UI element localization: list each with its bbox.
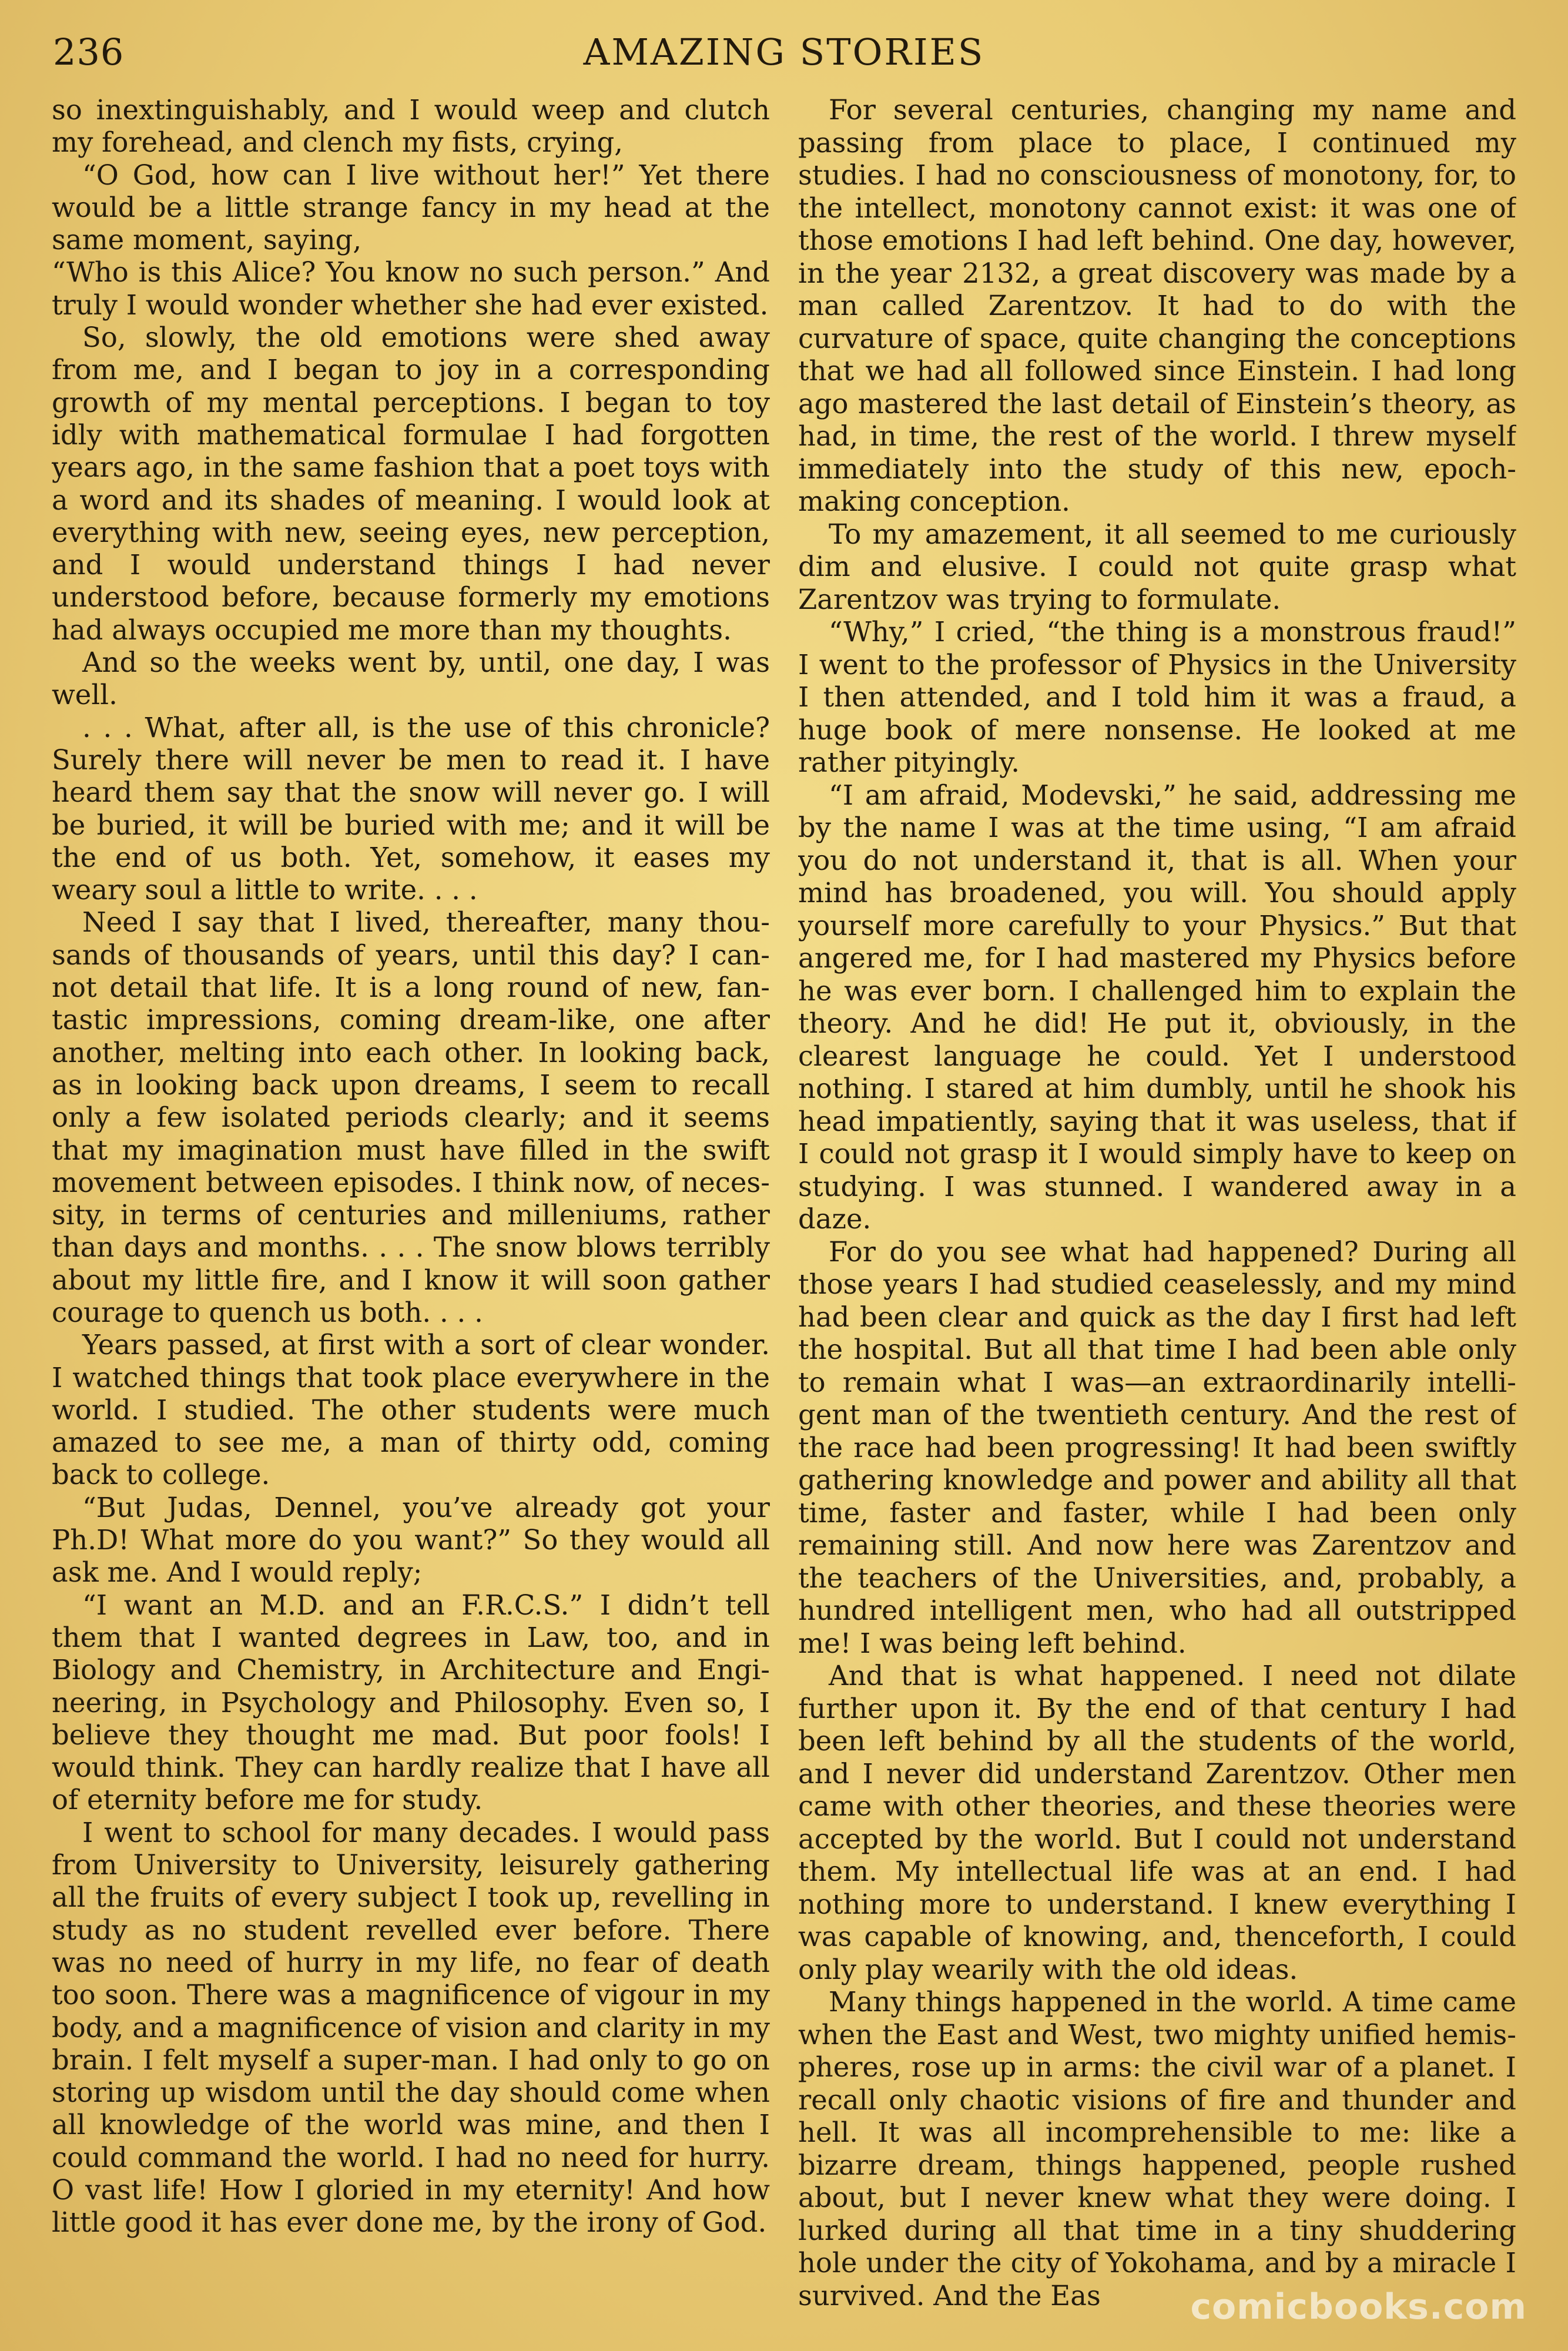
paragraph: Years passed, at first with a sort of clear wonder. I watched things that took place everywhere in the world. I studied. The other students were much amazed to see me, a man of thirty odd, coming back to college. [52,1329,770,1491]
paragraph: “But Judas, Dennel, you’ve already got your Ph.D! What more do you want?” So they would all ask me. And I would reply; [52,1491,770,1589]
paragraph: “O God, how can I live without her!” Yet there would be a little strange fancy in my head at the same moment, saying, [52,159,770,256]
paragraph: Need I say that I lived, thereafter, many thousands of thousands of years, until this day? I cannot detail that life. It is a long round of new, fantastic impressions, coming dream-like, one after another, melting into each other. In looking back, as in looking back upon dreams, I seem to recall only a few isolated periods clearly; and it seems that my imagination must have filled in the swift movement between episodes. I think now, of necessity, in terms of centuries and milleniums, rather than days and months. . . . The snow blows terribly about my little fire, and I know it will soon gather courage to quench us both. . . . [52,906,770,1328]
paragraph: “I want an M.D. and an F.R.C.S.” I didn’t tell them that I wanted degrees in Law, too, and in Biology and Chemistry, in Architecture and Engineering, in Psychology and Philosophy. Even so, I believe they thought me mad. But poor fools! I would think. They can hardly realize that I have all of eternity before me for study. [52,1589,770,1816]
text-columns [52,94,1516,2320]
paragraph: Many things happened in the world. A time came when the East and West, two mighty unified hemispheres, rose up in arms: the civil war of a planet. I recall only chaotic visions of fire and thunder and hell. It was all incomprehensible to me: like a bizarre dream, things happened, people rushed about, but I never knew what they were doing. I lurked during all that time in a tiny shuddering hole under the city of Yokohama, and by a miracle I survived. And the Eas [798,1986,1516,2312]
paragraph: For several centuries, changing my name and passing from place to place, I continued my studies. I had no consciousness of monotony, for, to the intellect, monotony cannot exist: it was one of those emotions I had left behind. One day, however, in the year 2132, a great discovery was made by a man called Zarentzov. It had to do with the curvature of space, quite changing the conceptions that we had all followed since Einstein. I had long ago mastered the last detail of Einstein’s theory, as had, in time, the rest of the world. I threw myself immediately into the study of this new, epoch-making conception. [798,94,1516,517]
left-column [52,94,770,2320]
paragraph: “Who is this Alice? You know no such person.” And truly I would wonder whether she had ever existed. [52,256,770,321]
paragraph: “Why,” I cried, “the thing is a monstrous fraud!” I went to the professor of Physics in the University I then attended, and I told him it was a fraud, a huge book of mere nonsense. He looked at me rather pityingly. [798,616,1516,778]
page-header [53,31,1515,83]
paragraph: And that is what happened. I need not dilate further upon it. By the end of that century I had been left behind by all the students of the world, and I never did understand Zarentzov. Other men came with other theories, and these theories were accepted by the world. But I could not understand them. My intellectual life was at an end. I had nothing more to understand. I knew everything I was capable of knowing, and, thenceforth, I could only play wearily with the old ideas. [798,1660,1516,1985]
right-column [798,94,1516,2320]
paragraph: so inextinguishably, and I would weep and clutch my forehead, and clench my fists, crying, [52,94,770,159]
page-number: 236 [53,31,125,73]
paragraph: And so the weeks went by, until, one day, I was well. [52,647,770,711]
running-head: AMAZING STORIES [583,31,985,73]
watermark: comicbooks.com [1190,2286,1527,2327]
paragraph: I went to school for many decades. I would pass from University to University, leisurely gathering all the fruits of every subject I took up, revelling in study as no student revelled ever before. There was no need of hurry in my life, no fear of death too soon. There was a magnificence of vigour in my body, and a magnificence of vision and clarity in my brain. I felt myself a super-man. I had only to go on storing up wisdom until the day should come when all knowledge of the world was mine, and then I could command the world. I had no need for hurry. O vast life! How I gloried in my eternity! And how little good it has ever done me, by the irony of God. [52,1816,770,2239]
paragraph: . . . What, after all, is the use of this chronicle? Surely there will never be men to read it. I have heard them say that the snow will never go. I will be buried, it will be buried with me; and it will be the end of us both. Yet, somehow, it eases my weary soul a little to write. . . . [52,711,770,906]
paragraph: “I am afraid, Modevski,” he said, addressing me by the name I was at the time using, “I am afraid you do not understand it, that is all. When your mind has broadened, you will. You should apply yourself more carefully to your Physics.” But that angered me, for I had mastered my Physics before he was ever born. I challenged him to explain the theory. And he did! He put it, obviously, in the clearest language he could. Yet I understood nothing. I stared at him dumbly, until he shook his head impatiently, saying that it was useless, that if I could not grasp it I would simply have to keep on studying. I was stunned. I wandered away in a daze. [798,779,1516,1235]
paragraph: To my amazement, it all seemed to me curiously dim and elusive. I could not quite grasp what Zarentzov was trying to formulate. [798,518,1516,615]
paragraph: For do you see what had happened? During all those years I had studied ceaselessly, and my mind had been clear and quick as the day I first had left the hospital. But all that time I had been able only to remain what I was—an extraordinarily intelligent man of the twentieth century. And the rest of the race had been progressing! It had been swiftly gathering knowledge and power and ability all that time, faster and faster, while I had been only remaining still. And now here was Zarentzov and the teachers of the Universities, and, probably, a hundred intelligent men, who had all outstripped me! I was being left behind. [798,1235,1516,1659]
paragraph: So, slowly, the old emotions were shed away from me, and I began to joy in a corresponding growth of my mental perceptions. I began to toy idly with mathematical formulae I had forgotten years ago, in the same fashion that a poet toys with a word and its shades of meaning. I would look at everything with new, seeing eyes, new perception, and I would understand things I had never understood before, because formerly my emotions had always occupied me more than my thoughts. [52,321,770,646]
